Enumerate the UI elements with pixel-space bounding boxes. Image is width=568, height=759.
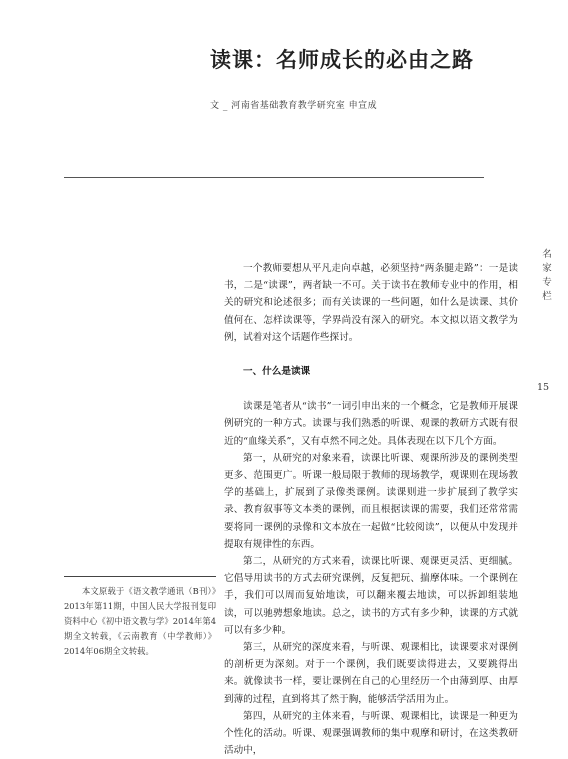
body-paragraph: 第四，从研究的主体来看，与听课、观课相比，读课是一种更为个性化的活动。听课、观课强调教师的集中观摩和研讨，在这类教研活动中， (224, 710, 518, 757)
body-paragraph: 读课是笔者从“读书”一词引申出来的一个概念，它是教师开展课例研究的一种方式。读课与我们熟悉的听课、观课的教研方式既有很近的“血缘关系”，又有卓然不同之处。具体表现在以下几个方面。 (224, 401, 518, 447)
body-paragraph: 第三，从研究的深度来看，与听课、观课相比，读课要求对课例的剖析更为深刻。对于一个课例，我们既要读得进去，又要跳得出来。就像读书一样，要让课例在自己的心里经历一个由薄到厚、由厚到薄的过程，直到将其了然于胸，能够活学活用为止。 (224, 642, 518, 705)
section-heading: 一、什么是读课 (243, 366, 311, 378)
footnote-text: 本文原载于《语文教学通讯（B刊）》2013年第11期，中国人民大学报刊复印资料中心《初中语文教与学》2014年第4期全文转载，《云南教育（中学教师）》2014年06期全文转载。 (64, 586, 216, 656)
author-byline: 文 _ 河南省基础教育教学研究室 申宣成 (210, 101, 378, 111)
header-divider (64, 177, 484, 178)
source-footnote (64, 576, 216, 659)
column-label: 名家专栏 (542, 249, 552, 302)
article-title: 读课：名师成长的必由之路 (210, 48, 474, 72)
page-number: 15 (537, 382, 550, 393)
body-paragraph: 第二，从研究的方式来看，读课比听课、观课更灵活、更细腻。它倡导用读书的方式去研究课例，反复把玩、揣摩体味。一个课例在手，我们可以周而复始地读，可以翻来覆去地读，可以拆卸组装地读，可以驰骋想象地读。总之，读书的方式有多少种，读课的方式就可以有多少种。 (224, 556, 518, 636)
article-body (224, 260, 518, 759)
intro-paragraph: 一个教师要想从平凡走向卓越，必须坚持“两条腿走路”：一是读书，二是“读课”，两者缺一不可。关于读书在教师专业中的作用，相关的研究和论述很多；而有关读课的一些问题，如什么是读课、其价值何在、怎样读课等，学界尚没有深入的研究。本文拟以语文教学为例，试着对这个话题作些探讨。 (224, 263, 518, 343)
body-paragraph: 第一，从研究的对象来看，读课比听课、观课所涉及的课例类型更多、范围更广。听课一般局限于教师的现场教学，观课则在现场教学的基础上，扩展到了录像类课例。读课则进一步扩展到了教学实录、教育叙事等文本类的课例，而且根据读课的需要，我们还常常需要将同一课例的录像和文本放在一起做“比较阅读”，以便从中发现并提取有规律性的东西。 (224, 452, 518, 550)
